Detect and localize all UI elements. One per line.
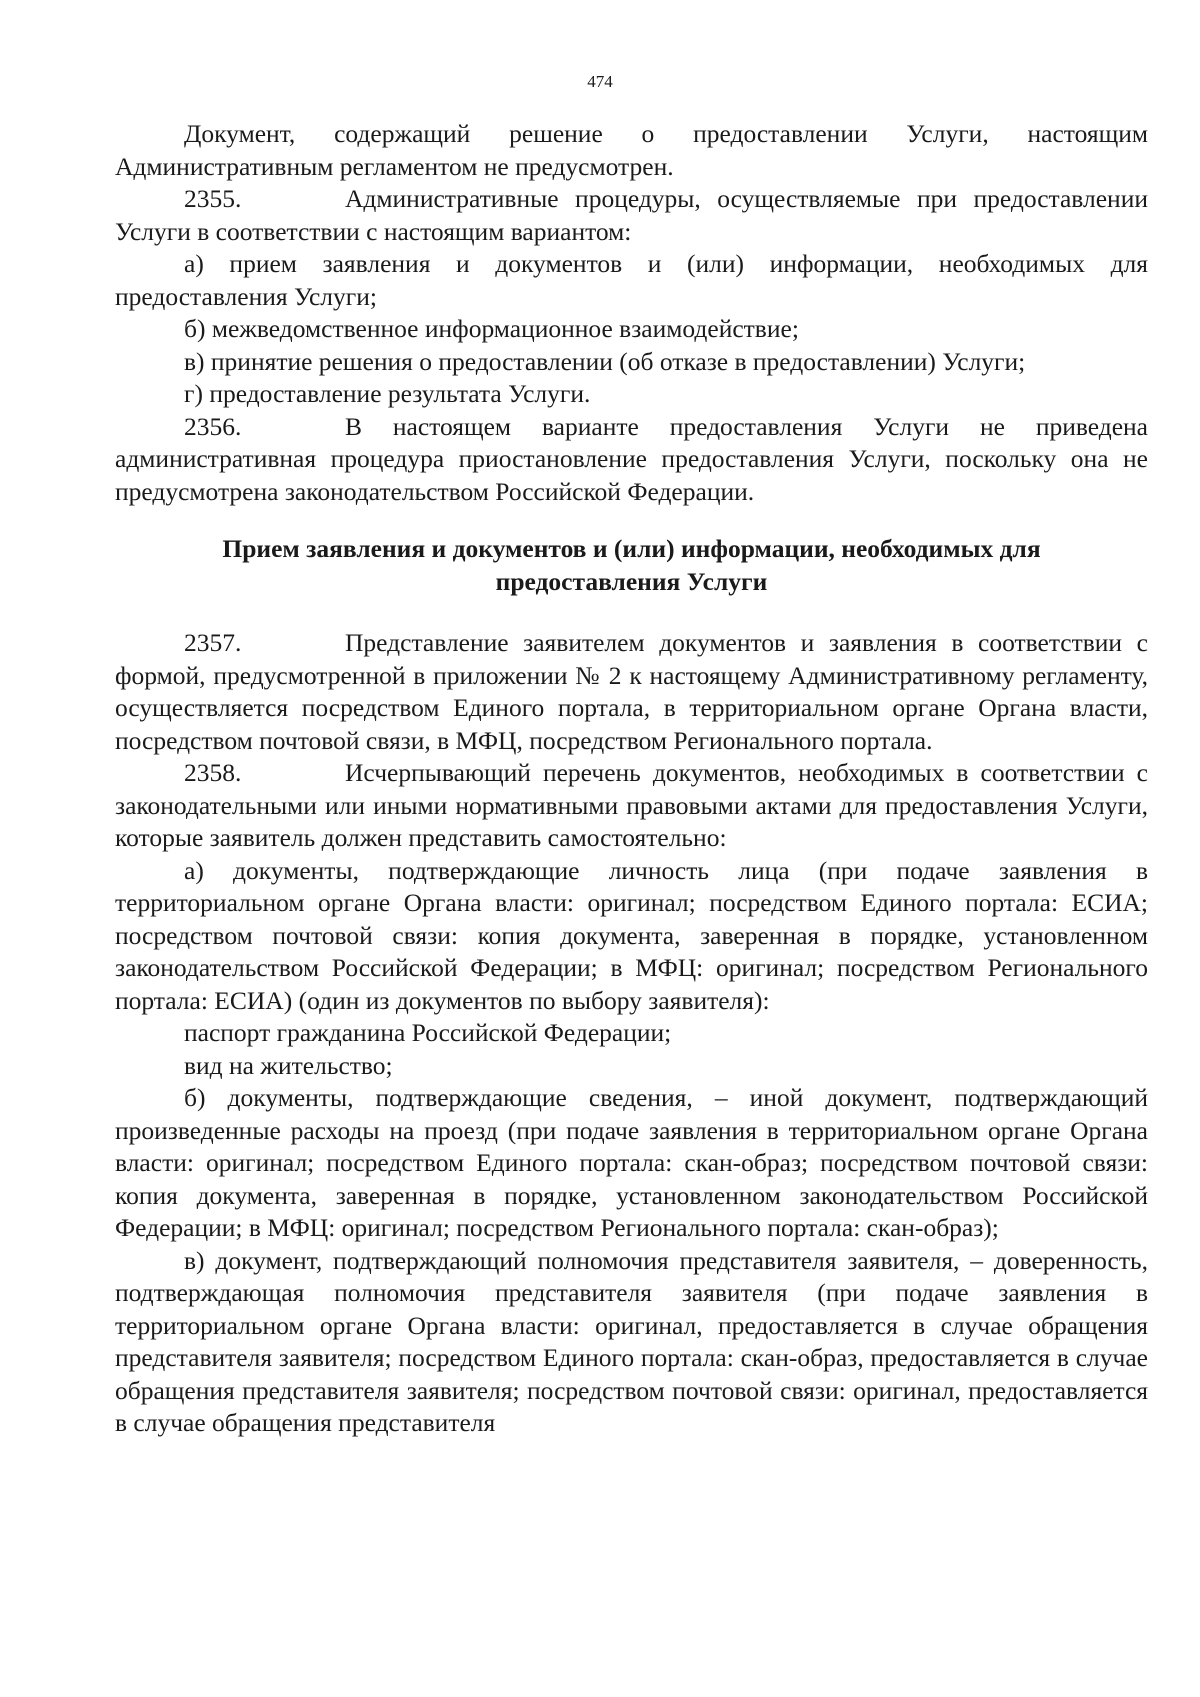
paragraph-numbered: 2357. Представление заявителем документов и заявления в соответствии с формой, предусмотренной в приложении № 2 к настоящему Административному регламенту, осуществляется посредством Единого портала, в территориальном органе Органа власти, посредством почтовой связи, в МФЦ, посредством Регионального портала. [115, 628, 1148, 755]
clause-number: 2358. [184, 758, 242, 787]
list-item: б) межведомственное информационное взаимодействие; [184, 314, 799, 343]
document-body [115, 118, 1148, 1440]
list-item: а) документы, подтверждающие личность лица (при подаче заявления в территориальном органе Органа власти: оригинал; посредством Единого портала: ЕСИА; посредством почтовой связи: копия документа, заверенная в порядке, установленном законодательством Российской Федерации; в МФЦ: оригинал; посредством Регионального портала: ЕСИА) (один из документов по выбору заявителя): [115, 855, 1148, 1015]
clause-number: 2357. [184, 628, 242, 657]
list-item: паспорт гражданина Российской Федерации; [184, 1018, 672, 1047]
paragraph-numbered: 2358. Исчерпывающий перечень документов, необходимых в соответствии с законодательными или иными нормативными правовыми актами для предоставления Услуги, которые заявитель должен представить самостоятельно: [115, 758, 1148, 852]
list-item: г) предоставление результата Услуги. [184, 379, 591, 408]
list-item: а) прием заявления и документов и (или) информации, необходимых для предоставления Услуги; [115, 249, 1148, 311]
list-item: б) документы, подтверждающие сведения, – иной документ, подтверждающий произведенные расходы на проезд (при подаче заявления в территориальном органе Органа власти: оригинал; посредством Единого портала: скан-образ; посредством почтовой связи: копия документа, заверенная в порядке, установленном законодательством Российской Федерации; в МФЦ: оригинал; посредством Регионального портала: скан-образ); [115, 1083, 1148, 1242]
paragraphs-before-heading [115, 118, 1148, 508]
page-number: 474 [587, 72, 613, 91]
clause-number: 2356. [184, 411, 242, 441]
list-item: вид на жительство; [184, 1050, 393, 1080]
clause-number: 2355. [184, 184, 242, 213]
paragraph: Документ, содержащий решение о предоставлении Услуги, настоящим Административным регламентом не предусмотрен. [115, 119, 1148, 181]
paragraph-numbered: 2355. Административные процедуры, осуществляемые при предоставлении Услуги в соответствии с настоящим вариантом: [115, 184, 1148, 246]
section-heading-line: Прием заявления и документов и (или) информации, необходимых для [222, 534, 1041, 563]
paragraph-numbered: 2356. В настоящем варианте предоставления Услуги не приведена административная процедура приостановление предоставления Услуги, поскольку она не предусмотрена законодательством Российской Федерации. [115, 411, 1148, 506]
section-heading-line: предоставления Услуги [495, 566, 768, 596]
section-heading [115, 533, 1148, 598]
paragraphs-after-heading [115, 627, 1148, 1440]
list-item: в) документ, подтверждающий полномочия представителя заявителя, – доверенность, подтверждающая полномочия представителя заявителя (при подаче заявления в территориальном органе Органа власти: оригинал, предоставляется в случае обращения представителя заявителя; посредством Единого портала: скан-образ, предоставляется в случае обращения представителя заявителя; посредством почтовой связи: оригинал, предоставляется в случае обращения представителя [115, 1245, 1148, 1437]
list-item: в) принятие решения о предоставлении (об отказе в предоставлении) Услуги; [184, 346, 1026, 376]
